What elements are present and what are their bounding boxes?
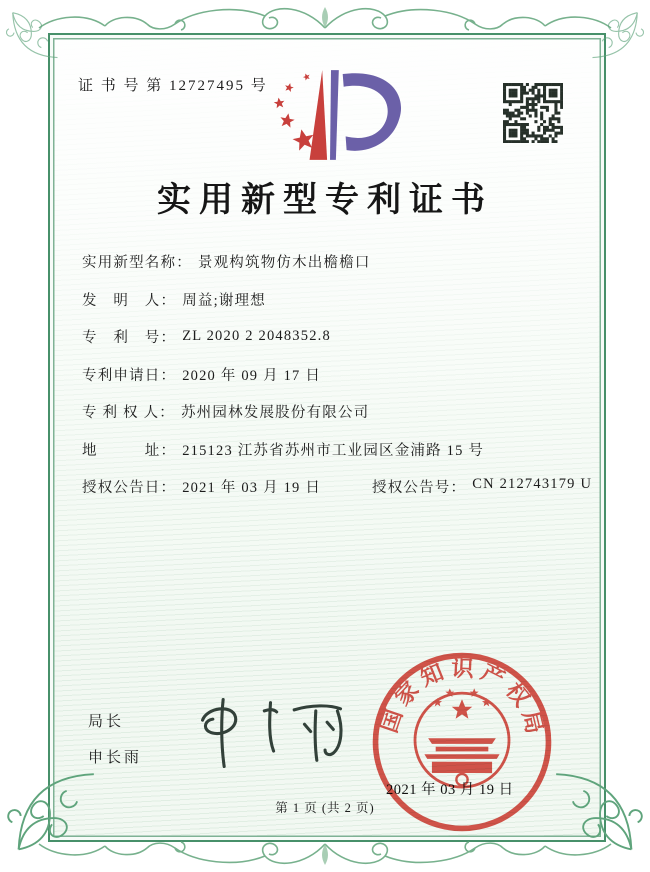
top-flourish-ornament bbox=[25, 2, 625, 38]
field-label: 专 利 号： bbox=[82, 330, 177, 347]
field-label: 专 利 权 人： bbox=[82, 405, 175, 422]
field-label: 地 址： bbox=[82, 442, 177, 459]
field-row bbox=[82, 356, 484, 394]
director-name: 申长雨 bbox=[88, 750, 143, 766]
grant-date-value: 2021 年 03 月 19 日 bbox=[182, 480, 322, 497]
top-left-flourish-icon bbox=[4, 4, 60, 60]
grant-number-value: CN 212743179 U bbox=[472, 476, 593, 493]
field-row bbox=[82, 281, 484, 319]
field-row bbox=[82, 243, 484, 281]
field-value: 2020 年 09 月 17 日 bbox=[182, 367, 322, 384]
field-label: 专利申请日： bbox=[82, 367, 177, 384]
field-row bbox=[82, 431, 484, 469]
seal-date: 2021 年 03 月 19 日 bbox=[386, 782, 514, 798]
field-label: 实用新型名称： bbox=[82, 255, 192, 272]
seal-org-text: 国家知识产权局 bbox=[376, 655, 549, 742]
certificate-title: 实用新型专利证书 bbox=[157, 182, 493, 219]
bottom-right-flourish-icon bbox=[552, 770, 646, 864]
qr-code bbox=[503, 83, 563, 143]
top-right-flourish-icon bbox=[590, 4, 646, 60]
bottom-flourish-ornament bbox=[25, 834, 625, 870]
svg-text:国家知识产权局 bbox=[376, 656, 548, 742]
page-number: 第 1 页 (共 2 页) bbox=[275, 801, 375, 815]
grant-row bbox=[82, 468, 593, 506]
certificate-number: 证 书 号 第 12727495 号 bbox=[78, 78, 268, 94]
official-seal-icon bbox=[368, 648, 556, 836]
field-value: 景观构筑物仿木出檐檐口 bbox=[197, 255, 371, 272]
national-emblem-icon bbox=[415, 688, 509, 787]
fields-list bbox=[82, 243, 484, 468]
field-value: ZL 2020 2 2048352.8 bbox=[182, 328, 331, 345]
field-value: 周益;谢理想 bbox=[182, 292, 266, 309]
director-title: 局长 bbox=[88, 714, 125, 730]
field-value: 苏州园林发展股份有限公司 bbox=[180, 405, 370, 422]
field-value: 215123 江苏省苏州市工业园区金浦路 15 号 bbox=[182, 442, 485, 459]
field-row bbox=[82, 318, 484, 356]
field-row bbox=[82, 393, 484, 431]
field-label: 发 明 人： bbox=[82, 292, 177, 309]
grant-date-label: 授权公告日： bbox=[82, 480, 177, 497]
cnipa-logo-icon bbox=[253, 60, 409, 168]
director-signature-icon bbox=[183, 688, 358, 776]
grant-number-label: 授权公告号： bbox=[372, 480, 467, 497]
bottom-left-flourish-icon bbox=[4, 770, 98, 864]
